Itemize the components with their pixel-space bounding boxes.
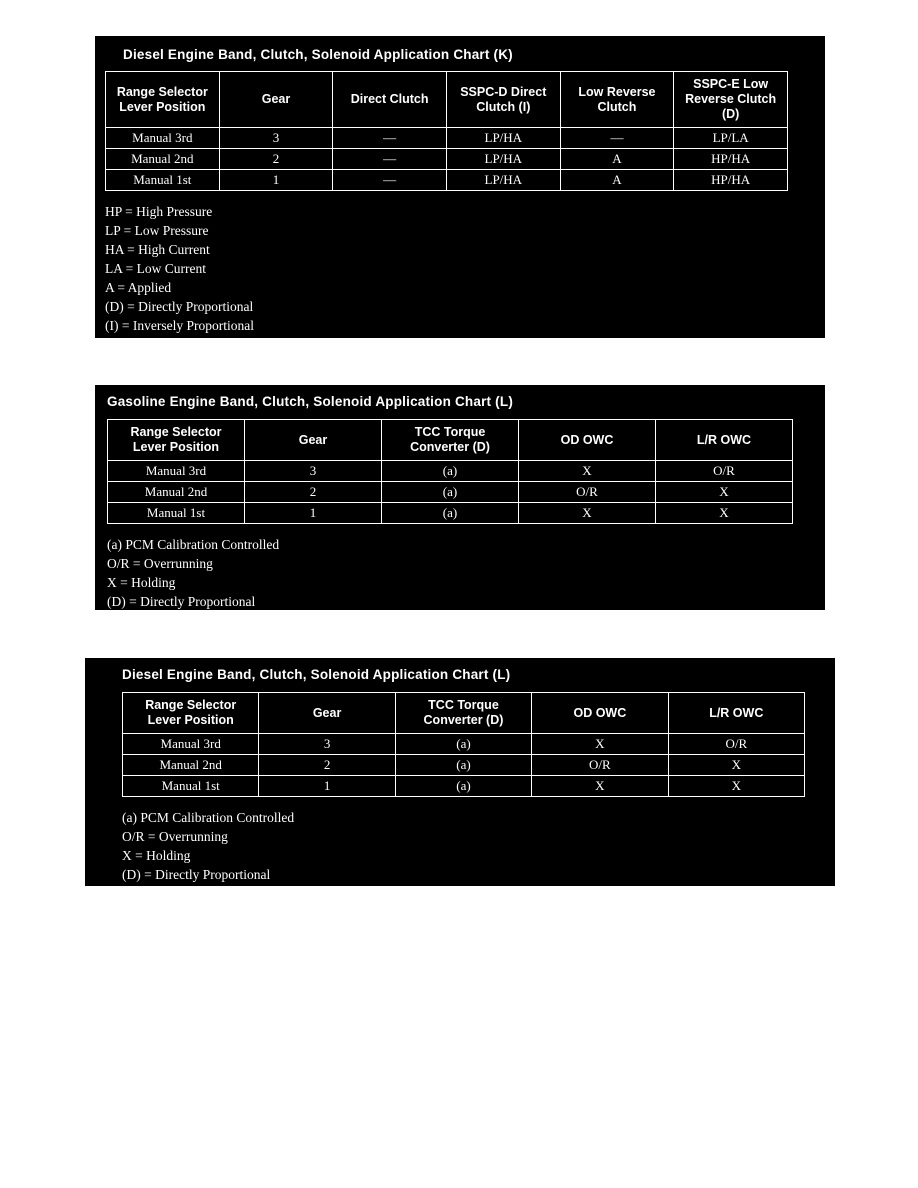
table-cell: 1 — [259, 776, 395, 797]
table-cell: 2 — [245, 482, 382, 503]
table-row — [106, 149, 788, 170]
footnote-line: LP = Low Pressure — [105, 223, 209, 238]
table-cell: X — [532, 734, 668, 755]
table-cell: LP/HA — [446, 128, 560, 149]
table-cell: X — [668, 755, 804, 776]
table-cell: Manual 1st — [106, 170, 220, 191]
diesel-chart-k-panel — [95, 36, 825, 338]
column-header: Range Selector Lever Position — [108, 420, 245, 461]
table-cell: Manual 2nd — [123, 755, 259, 776]
table-cell: X — [668, 776, 804, 797]
header-row — [123, 693, 805, 734]
table-cell: Manual 2nd — [108, 482, 245, 503]
diesel-k-application-table — [105, 71, 788, 191]
table-cell: A — [560, 170, 674, 191]
table-cell: 3 — [219, 128, 333, 149]
footnote-line: HP = High Pressure — [105, 204, 213, 219]
footnote-line: (a) PCM Calibration Controlled — [107, 537, 280, 552]
table-cell: Manual 1st — [123, 776, 259, 797]
table-row — [123, 755, 805, 776]
footnote-line: (a) PCM Calibration Controlled — [122, 810, 295, 825]
column-header: Range Selector Lever Position — [106, 72, 220, 128]
footnote-line: O/R = Overrunning — [107, 556, 213, 571]
column-header: OD OWC — [519, 420, 656, 461]
table-row — [123, 776, 805, 797]
footnotes — [107, 538, 813, 609]
footnote-line: LA = Low Current — [105, 261, 206, 276]
footnote-line: (I) = Inversely Proportional — [105, 318, 254, 333]
column-header: Gear — [219, 72, 333, 128]
table-row — [108, 461, 793, 482]
table-cell: LP/LA — [674, 128, 788, 149]
header-row — [108, 420, 793, 461]
table-cell: 3 — [259, 734, 395, 755]
table-cell: Manual 3rd — [108, 461, 245, 482]
table-cell: Manual 2nd — [106, 149, 220, 170]
footnotes — [122, 811, 798, 882]
table-cell: O/R — [668, 734, 804, 755]
table-cell: — — [333, 149, 447, 170]
diesel-chart-l-panel — [85, 658, 835, 886]
diesel-l-application-table — [122, 692, 805, 797]
footnote-line: (D) = Directly Proportional — [122, 867, 271, 882]
table-row — [106, 128, 788, 149]
table-cell: O/R — [656, 461, 793, 482]
table-row — [108, 503, 793, 524]
table-cell: 2 — [219, 149, 333, 170]
table-cell: — — [333, 128, 447, 149]
table-cell: Manual 1st — [108, 503, 245, 524]
column-header: TCC Torque Converter (D) — [395, 693, 531, 734]
table-cell: 2 — [259, 755, 395, 776]
table-cell: X — [532, 776, 668, 797]
table-cell: 1 — [245, 503, 382, 524]
table-cell: X — [519, 461, 656, 482]
table-row — [123, 734, 805, 755]
table-cell: (a) — [395, 755, 531, 776]
footnote-line: A = Applied — [105, 280, 172, 295]
table-cell: (a) — [382, 482, 519, 503]
table-cell: (a) — [382, 503, 519, 524]
panel-title: Gasoline Engine Band, Clutch, Solenoid Application Chart (L) — [107, 394, 514, 409]
table-cell: — — [560, 128, 674, 149]
footnote-line: (D) = Directly Proportional — [105, 299, 254, 314]
table-cell: LP/HA — [446, 149, 560, 170]
gasoline-l-application-table — [107, 419, 793, 524]
table-cell: HP/HA — [674, 170, 788, 191]
table-cell: O/R — [519, 482, 656, 503]
footnotes — [105, 205, 815, 333]
column-header: TCC Torque Converter (D) — [382, 420, 519, 461]
table-row — [108, 482, 793, 503]
table-cell: A — [560, 149, 674, 170]
table-cell: Manual 3rd — [123, 734, 259, 755]
column-header: L/R OWC — [668, 693, 804, 734]
table-cell: (a) — [395, 734, 531, 755]
column-header: Gear — [245, 420, 382, 461]
table-cell: X — [519, 503, 656, 524]
footnote-line: X = Holding — [122, 848, 191, 863]
column-header: Direct Clutch — [333, 72, 447, 128]
column-header: OD OWC — [532, 693, 668, 734]
footnote-line: O/R = Overrunning — [122, 829, 228, 844]
table-cell: 1 — [219, 170, 333, 191]
table-cell: O/R — [532, 755, 668, 776]
table-cell: HP/HA — [674, 149, 788, 170]
table-cell: (a) — [382, 461, 519, 482]
table-row — [106, 170, 788, 191]
table-cell: — — [333, 170, 447, 191]
header-row — [106, 72, 788, 128]
column-header: Gear — [259, 693, 395, 734]
table-cell: 3 — [245, 461, 382, 482]
panel-title: Diesel Engine Band, Clutch, Solenoid Application Chart (K) — [123, 47, 513, 62]
column-header: SSPC-E Low Reverse Clutch (D) — [674, 72, 788, 128]
column-header: L/R OWC — [656, 420, 793, 461]
table-cell: X — [656, 482, 793, 503]
table-cell: LP/HA — [446, 170, 560, 191]
footnote-line: X = Holding — [107, 575, 176, 590]
panel-title: Diesel Engine Band, Clutch, Solenoid Application Chart (L) — [122, 667, 511, 682]
column-header: SSPC-D Direct Clutch (I) — [446, 72, 560, 128]
table-cell: X — [656, 503, 793, 524]
footnote-line: (D) = Directly Proportional — [107, 594, 256, 609]
footnote-line: HA = High Current — [105, 242, 210, 257]
gasoline-chart-l-panel — [95, 385, 825, 610]
table-cell: (a) — [395, 776, 531, 797]
table-cell: Manual 3rd — [106, 128, 220, 149]
column-header: Range Selector Lever Position — [123, 693, 259, 734]
column-header: Low Reverse Clutch — [560, 72, 674, 128]
